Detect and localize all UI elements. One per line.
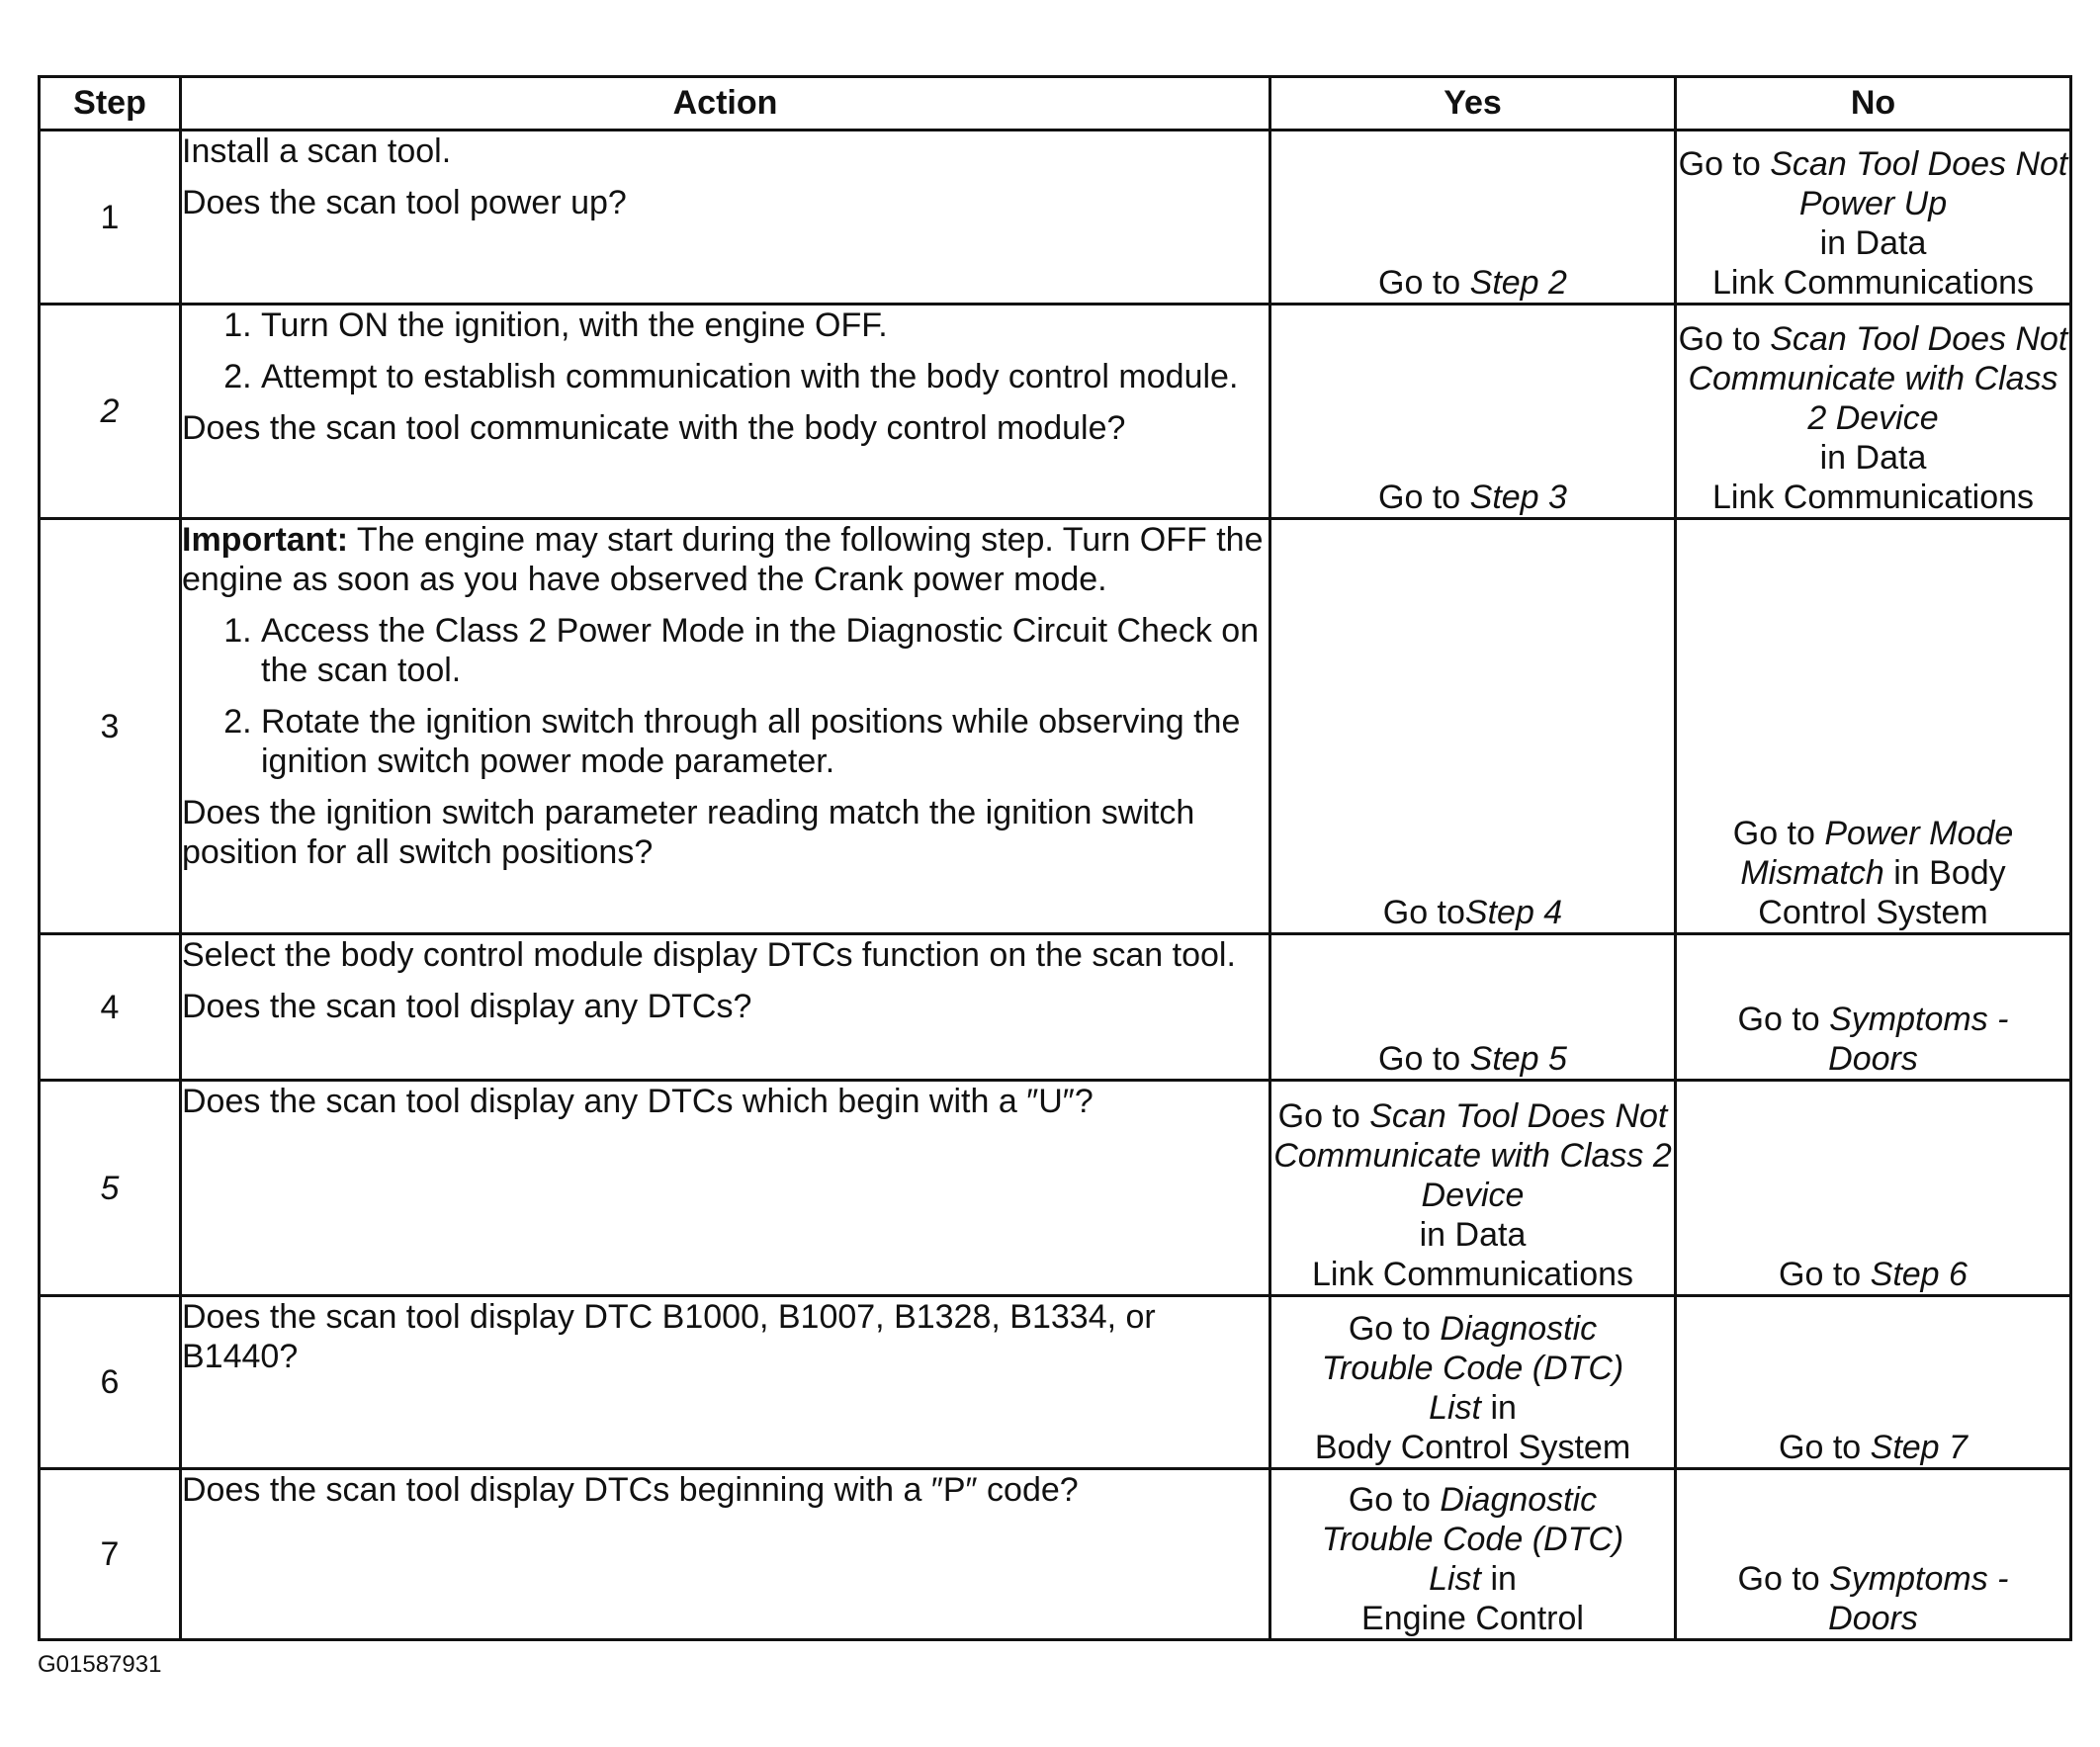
action-question: Does the scan tool display any DTCs? [182,988,752,1025]
action-cell [181,519,1270,934]
action-list [182,611,1269,781]
header-no: No [1676,77,2071,131]
yes-link[interactable]: Step 4 [1464,894,1563,931]
no-cell [1676,131,2071,305]
yes-cell [1270,1296,1676,1469]
step-number: 5 [40,1081,181,1296]
table-row-step-1 [40,131,2071,305]
yes-cell [1270,305,1676,519]
yes-prefix: Go to [1378,264,1470,302]
action-text: Select the body control module display DTCs function on the scan tool. [182,936,1236,974]
action-cell [181,934,1270,1081]
table-row-step-2 [40,305,2071,519]
yes-cell [1270,1081,1676,1296]
yes-suffix-line: Body Control System [1314,1429,1631,1466]
no-cell [1676,934,2071,1081]
figure-code: G01587931 [38,1651,162,1678]
no-suffix-line: Link Communications [1711,479,2035,516]
important-text: The engine may start during the following step. Turn OFF the engine as soon as you have observed the Crank power mode. [182,521,1264,598]
action-question: Does the scan tool display any DTCs which begin with a ″U″? [182,1083,1094,1120]
action-cell [181,1296,1270,1469]
no-prefix: Go to [1737,1001,1830,1038]
no-prefix: Go to [1732,815,1825,852]
step-number: 6 [40,1296,181,1469]
no-prefix: Go to [1779,1429,1871,1466]
table-row-step-7 [40,1469,2071,1640]
action-question: Does the scan tool display DTC B1000, B1007, B1328, B1334, or B1440? [182,1298,1156,1375]
yes-suffix: in [1481,1560,1517,1598]
yes-prefix: Go to [1382,894,1465,931]
action-text: Install a scan tool. [182,132,452,170]
action-list-item: 1. Access the Class 2 Power Mode in the Diagnostic Circuit Check on the scan tool. [261,611,1269,690]
yes-cell [1270,519,1676,934]
step-number: 2 [40,305,181,519]
yes-suffix-line: Engine Control [1361,1600,1584,1637]
yes-prefix: Go to [1348,1310,1441,1348]
yes-link[interactable]: Step 5 [1469,1040,1567,1078]
action-list-item: 2. Rotate the ignition switch through all positions while observing the ignition switch power mode parameter. [261,702,1269,781]
no-cell [1676,1081,2071,1296]
action-list-item: 2. Attempt to establish communication with the body control module. [261,357,1269,396]
no-suffix-line: in Data [1819,439,1927,477]
header-step: Step [40,77,181,131]
yes-link[interactable]: Diagnostic Trouble Code (DTC) List [1321,1310,1624,1427]
header-action: Action [181,77,1270,131]
no-link[interactable]: Scan Tool Does Not Power Up [1770,145,2068,222]
no-prefix: Go to [1779,1256,1871,1293]
no-cell [1676,305,2071,519]
no-link[interactable]: Step 7 [1870,1429,1968,1466]
action-list-item: 1. Turn ON the ignition, with the engine OFF. [261,306,1269,345]
action-question: Does the scan tool power up? [182,184,627,221]
step-number: 1 [40,131,181,305]
action-cell [181,131,1270,305]
no-link[interactable]: Power Mode Mismatch [1740,815,2014,892]
table-row-step-5 [40,1081,2071,1296]
no-prefix: Go to [1678,145,1771,183]
no-link[interactable]: Step 6 [1870,1256,1968,1293]
action-list [182,306,1269,396]
yes-suffix-line: Link Communications [1311,1256,1634,1293]
yes-cell [1270,131,1676,305]
yes-prefix: Go to [1277,1097,1370,1135]
step-number: 7 [40,1469,181,1640]
action-cell [181,1469,1270,1640]
no-cell [1676,519,2071,934]
action-cell [181,1081,1270,1296]
no-cell [1676,1296,2071,1469]
diagnostic-table [38,75,2072,1641]
yes-suffix-line: in Data [1419,1216,1527,1254]
yes-link[interactable]: Scan Tool Does Not Communicate with Class 2 Device [1273,1097,1672,1214]
table-row-step-6 [40,1296,2071,1469]
table-row-step-3 [40,519,2071,934]
no-prefix: Go to [1737,1560,1830,1598]
table-row-step-4 [40,934,2071,1081]
no-link[interactable]: Symptoms - Doors [1828,1001,2009,1078]
yes-prefix: Go to [1378,479,1470,516]
no-cell [1676,1469,2071,1640]
action-cell [181,305,1270,519]
header-yes: Yes [1270,77,1676,131]
yes-suffix: in [1481,1389,1517,1427]
no-prefix: Go to [1678,320,1771,358]
no-link[interactable]: Symptoms - Doors [1828,1560,2009,1637]
important-label: Important: [182,521,349,559]
yes-cell [1270,1469,1676,1640]
yes-link[interactable]: Diagnostic Trouble Code (DTC) List [1321,1481,1624,1598]
action-question: Does the scan tool display DTCs beginning with a ″P″ code? [182,1471,1079,1509]
step-number: 4 [40,934,181,1081]
important-note [182,520,1269,599]
action-question: Does the scan tool communicate with the body control module? [182,409,1126,447]
yes-prefix: Go to [1378,1040,1470,1078]
step-number: 3 [40,519,181,934]
header-row [40,77,2071,131]
yes-link[interactable]: Step 3 [1469,479,1567,516]
no-suffix-line: in Data [1819,224,1927,262]
action-question: Does the ignition switch parameter reading match the ignition switch position for all switch positions? [182,794,1195,871]
no-suffix-line: Link Communications [1711,264,2035,302]
yes-prefix: Go to [1348,1481,1441,1519]
yes-link[interactable]: Step 2 [1469,264,1567,302]
no-link[interactable]: Scan Tool Does Not Communicate with Class 2 Device [1688,320,2068,437]
no-suffix: in Body Control System [1758,854,2006,931]
yes-cell [1270,934,1676,1081]
